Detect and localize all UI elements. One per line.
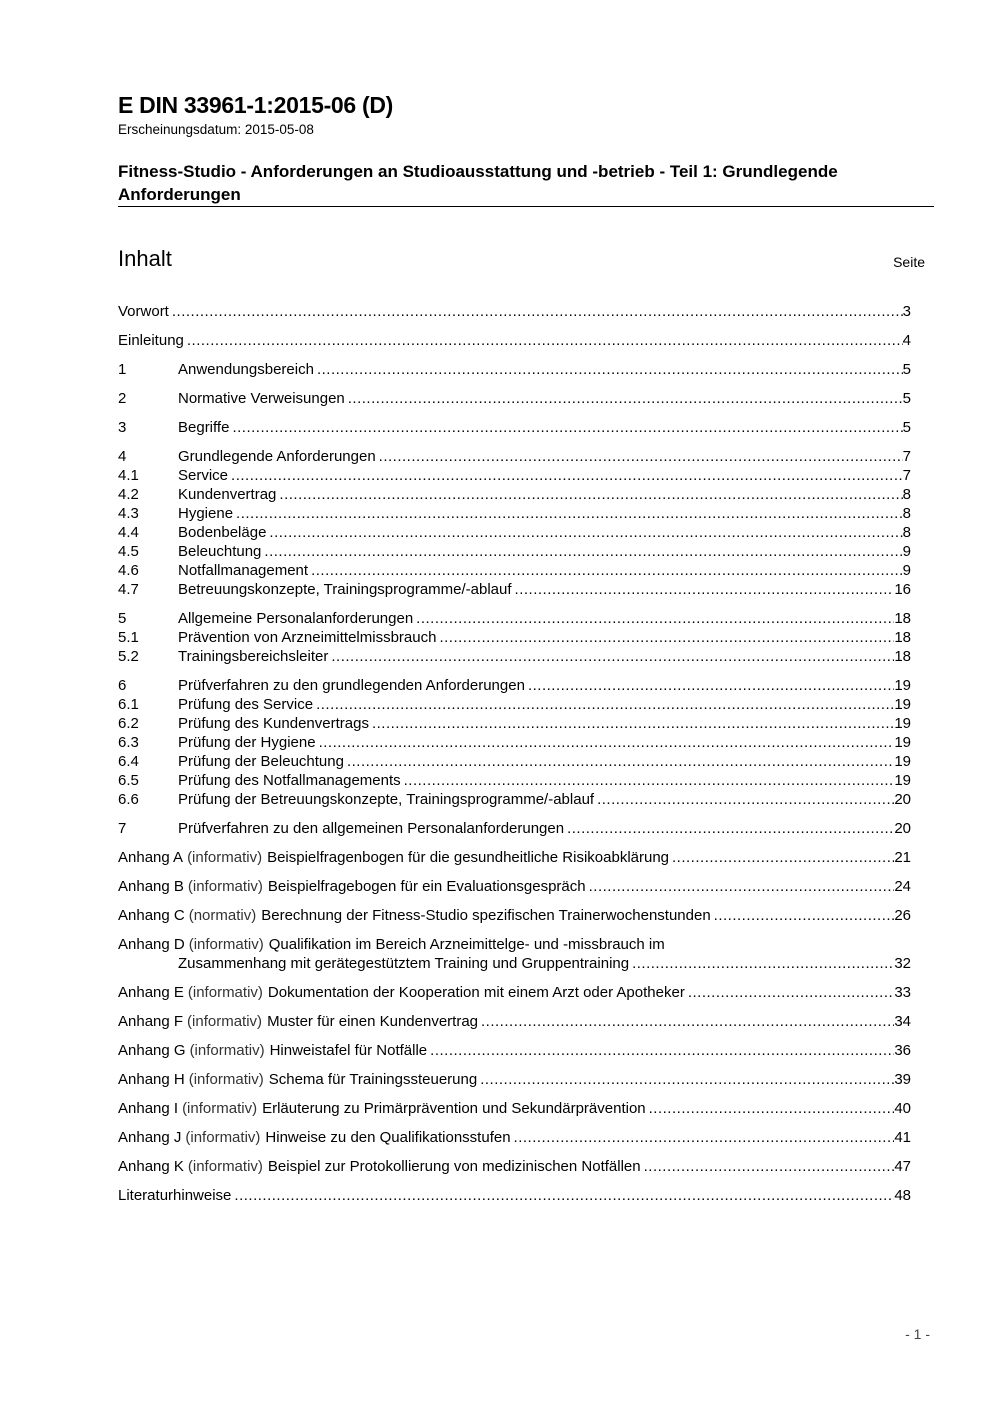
toc-entry[interactable]	[118, 580, 911, 599]
entry-page: 34	[894, 1013, 911, 1030]
entry-page: 18	[894, 648, 911, 665]
annex-label: Anhang J	[118, 1129, 182, 1146]
annex-type: (informativ)	[185, 1129, 261, 1146]
toc-entry[interactable]	[118, 561, 911, 580]
toc-entry[interactable]	[118, 733, 911, 752]
annex-entry[interactable]	[118, 1012, 911, 1031]
annex-entry[interactable]	[118, 935, 911, 973]
entry-title: Bodenbeläge	[178, 524, 267, 541]
entry-page: 24	[894, 878, 911, 895]
section-number: 5.1	[118, 629, 139, 646]
annex-title: Erläuterung zu Primärprävention und Sekundärprävention	[262, 1100, 646, 1117]
dot-leader	[372, 714, 894, 733]
toc-entry[interactable]	[118, 790, 911, 809]
entry-title: Normative Verweisungen	[178, 390, 345, 407]
section-number: 4.3	[118, 505, 139, 522]
toc-entry[interactable]	[118, 466, 911, 485]
toc-entry[interactable]	[118, 447, 911, 466]
annex-type: (informativ)	[189, 1042, 265, 1059]
annex-row	[118, 1099, 911, 1118]
dot-leader	[231, 466, 903, 485]
entry-title: Prüfung der Hygiene	[178, 734, 316, 751]
annex-row-continued	[118, 954, 911, 973]
dot-leader	[514, 1128, 895, 1147]
entry-title: Allgemeine Personalanforderungen	[178, 610, 414, 627]
annex-type: (informativ)	[188, 1071, 264, 1088]
annex-label: Anhang K	[118, 1158, 184, 1175]
section-number: 6.2	[118, 715, 139, 732]
entry-page: 16	[894, 581, 911, 598]
entry-page: 19	[894, 753, 911, 770]
annex-type: (informativ)	[187, 1158, 263, 1175]
entry-page: 19	[894, 715, 911, 732]
toc-heading: Inhalt	[118, 246, 172, 271]
annex-type: (informativ)	[182, 1100, 258, 1117]
entry-page: 19	[894, 696, 911, 713]
entry-page: 7	[902, 467, 911, 484]
annex-entry[interactable]	[118, 1099, 911, 1118]
entry-page: 4	[902, 332, 911, 349]
dot-leader	[481, 1012, 894, 1031]
toc-group	[118, 676, 911, 809]
entry-page: 40	[894, 1100, 911, 1117]
entry-title: Begriffe	[178, 419, 230, 436]
annex-row	[118, 1012, 911, 1031]
entry-title: Prüfverfahren zu den allgemeinen Personalanforderungen	[178, 820, 565, 837]
annex-title: Schema für Trainingssteuerung	[268, 1071, 478, 1088]
toc-group	[118, 447, 911, 599]
section-number: 4	[118, 448, 127, 465]
toc-entry[interactable]	[118, 771, 911, 790]
section-number: 5	[118, 610, 127, 627]
toc-entry[interactable]	[118, 628, 911, 647]
annex-type: (informativ)	[187, 878, 263, 895]
dot-leader	[688, 983, 895, 1002]
document-subtitle: Fitness-Studio - Anforderungen an Studioausstattung und -betrieb - Teil 1: Grundlegende Anforderungen	[118, 162, 838, 204]
dot-leader	[236, 504, 903, 523]
toc-entry[interactable]	[118, 542, 911, 561]
dot-leader	[439, 628, 894, 647]
entry-title: Prüfung der Betreuungskonzepte, Trainingsprogramme/-ablauf	[178, 791, 595, 808]
annex-type: (informativ)	[188, 936, 264, 953]
annex-label: Anhang D	[118, 936, 185, 953]
dot-leader	[416, 609, 894, 628]
entry-page: 19	[894, 677, 911, 694]
annex-title: Berechnung der Fitness-Studio spezifischen Trainerwochenstunden	[261, 907, 711, 924]
entry-page: 5	[902, 361, 911, 378]
toc-entry[interactable]	[118, 695, 911, 714]
section-number: 4.5	[118, 543, 139, 560]
entry-title: Service	[178, 467, 229, 484]
dot-leader	[347, 752, 894, 771]
annex-label: Anhang H	[118, 1071, 185, 1088]
entry-page: 32	[894, 955, 911, 972]
dot-leader	[316, 695, 894, 714]
annex-title: Dokumentation der Kooperation mit einem Arzt oder Apotheker	[267, 984, 685, 1001]
section-number: 6	[118, 677, 127, 694]
annex-entry[interactable]	[118, 1128, 911, 1147]
annex-label: Anhang E	[118, 984, 184, 1001]
toc-entry[interactable]	[118, 331, 911, 350]
entry-page: 9	[902, 562, 911, 579]
dot-leader	[279, 485, 902, 504]
toc-group	[118, 331, 911, 350]
section-number: 6.6	[118, 791, 139, 808]
annex-title: Beispiel zur Protokollierung von medizinischen Notfällen	[267, 1158, 641, 1175]
annex-row	[118, 1041, 911, 1060]
section-number: 6.4	[118, 753, 139, 770]
dot-leader	[430, 1041, 894, 1060]
entry-title: Prüfung des Kundenvertrags	[178, 715, 369, 732]
annex-type: (informativ)	[187, 984, 263, 1001]
toc-entry[interactable]	[118, 360, 911, 379]
annex-entry[interactable]	[118, 848, 911, 867]
annex-title: Hinweise zu den Qualifikationsstufen	[265, 1129, 511, 1146]
entry-page: 20	[894, 820, 911, 837]
annex-label: Anhang C	[118, 907, 185, 924]
dot-leader	[515, 580, 895, 599]
entry-page: 33	[894, 984, 911, 1001]
entry-title: Prüfung der Beleuchtung	[178, 753, 344, 770]
annex-row	[118, 935, 911, 954]
section-number: 4.2	[118, 486, 139, 503]
entry-page: 8	[902, 505, 911, 522]
toc-entry[interactable]	[118, 302, 911, 321]
entry-title: Prüfung des Notfallmanagements	[178, 772, 401, 789]
dot-leader	[317, 360, 903, 379]
dot-leader	[319, 733, 895, 752]
annex-row	[118, 906, 911, 925]
annex-row	[118, 1070, 911, 1089]
section-number: 6.3	[118, 734, 139, 751]
section-number: 6.1	[118, 696, 139, 713]
toc-entry[interactable]	[118, 609, 911, 628]
entry-title: Beleuchtung	[178, 543, 262, 560]
publication-date: Erscheinungsdatum: 2015-05-08	[118, 122, 314, 137]
entry-page: 9	[902, 543, 911, 560]
section-number: 4.6	[118, 562, 139, 579]
toc-entry[interactable]	[118, 647, 911, 666]
annex-label: Anhang I	[118, 1100, 179, 1117]
dot-leader	[404, 771, 895, 790]
entry-title: Betreuungskonzepte, Trainingsprogramme/-ablauf	[178, 581, 512, 598]
entry-page: 19	[894, 734, 911, 751]
entry-page: 41	[894, 1129, 911, 1146]
annex-entry[interactable]	[118, 983, 911, 1002]
annex-title: Muster für einen Kundenvertrag	[267, 1013, 479, 1030]
dot-leader	[597, 790, 894, 809]
entry-page: 5	[902, 419, 911, 436]
dot-leader	[269, 523, 902, 542]
entry-page: 48	[894, 1187, 911, 1204]
annex-title-continued: Zusammenhang mit gerätegestütztem Training und Gruppentraining	[178, 955, 630, 972]
entry-page: 36	[894, 1042, 911, 1059]
page-number: - 1 -	[905, 1326, 930, 1342]
header-divider	[118, 206, 934, 207]
annex-type: (normativ)	[188, 907, 257, 924]
section-number: 3	[118, 419, 127, 436]
section-number: 2	[118, 390, 127, 407]
annex-title: Beispielfragenbogen für die gesundheitliche Risikoabklärung	[267, 849, 670, 866]
dot-leader	[714, 906, 895, 925]
dot-leader	[172, 302, 903, 321]
entry-title: Prüfung des Service	[178, 696, 314, 713]
toc-entry[interactable]	[118, 504, 911, 523]
dot-leader	[644, 1157, 895, 1176]
annex-label: Anhang B	[118, 878, 184, 895]
annex-entry[interactable]	[118, 1070, 911, 1089]
dot-leader	[567, 819, 894, 838]
dot-leader	[649, 1099, 895, 1118]
annex-label: Anhang A	[118, 849, 184, 866]
toc-group	[118, 609, 911, 666]
entry-page: 19	[894, 772, 911, 789]
annex-title: Qualifikation im Bereich Arzneimittelge- und -missbrauch im	[268, 936, 665, 953]
dot-leader	[232, 418, 902, 437]
section-number: 4.7	[118, 581, 139, 598]
entry-title: Hygiene	[178, 505, 234, 522]
annex-entry[interactable]	[118, 906, 911, 925]
toc-group	[118, 389, 911, 408]
toc-entry[interactable]	[118, 418, 911, 437]
toc-group	[118, 819, 911, 838]
entry-title: Prävention von Arzneimittelmissbrauch	[178, 629, 437, 646]
section-number: 4.1	[118, 467, 139, 484]
section-number: 7	[118, 820, 127, 837]
entry-page: 18	[894, 610, 911, 627]
dot-leader	[311, 561, 903, 580]
dot-leader	[480, 1070, 894, 1089]
entry-page: 39	[894, 1071, 911, 1088]
entry-page: 21	[894, 849, 911, 866]
dot-leader	[348, 389, 903, 408]
dot-leader	[187, 331, 903, 350]
toc-entry	[118, 1186, 911, 1205]
entry-title: Notfallmanagement	[178, 562, 309, 579]
entry-title: Trainingsbereichsleiter	[178, 648, 329, 665]
annex-row	[118, 1128, 911, 1147]
dot-leader	[632, 954, 894, 973]
section-number: 5.2	[118, 648, 139, 665]
annex-type: (informativ)	[187, 849, 263, 866]
entry-page: 20	[894, 791, 911, 808]
annex-title: Beispielfragebogen für ein Evaluationsgespräch	[267, 878, 586, 895]
table-of-contents	[118, 302, 911, 1215]
toc-entry[interactable]	[118, 819, 911, 838]
toc-entry[interactable]	[118, 752, 911, 771]
toc-entry[interactable]	[118, 485, 911, 504]
annex-row	[118, 848, 911, 867]
entry-title: Literaturhinweise	[118, 1187, 232, 1204]
dot-leader	[672, 848, 894, 867]
annex-label: Anhang G	[118, 1042, 186, 1059]
annex-type: (informativ)	[187, 1013, 263, 1030]
annex-row	[118, 983, 911, 1002]
entry-page: 7	[902, 448, 911, 465]
toc-group	[118, 302, 911, 321]
dot-leader	[331, 647, 894, 666]
dot-leader	[264, 542, 902, 561]
entry-page: 8	[902, 524, 911, 541]
section-number: 1	[118, 361, 127, 378]
dot-leader	[234, 1186, 894, 1205]
annex-title: Hinweistafel für Notfälle	[269, 1042, 428, 1059]
dot-leader	[379, 447, 903, 466]
toc-entry[interactable]	[118, 676, 911, 695]
document-title: E DIN 33961-1:2015-06 (D)	[118, 92, 394, 118]
entry-page: 5	[902, 390, 911, 407]
entry-title: Anwendungsbereich	[178, 361, 314, 378]
entry-title: Prüfverfahren zu den grundlegenden Anforderungen	[178, 677, 525, 694]
page-column-label: Seite	[893, 254, 925, 270]
annex-label: Anhang F	[118, 1013, 184, 1030]
toc-entry[interactable]	[118, 389, 911, 408]
toc-group	[118, 360, 911, 379]
entry-page: 8	[902, 486, 911, 503]
bibliography-entry[interactable]	[118, 1186, 911, 1205]
entry-page: 18	[894, 629, 911, 646]
dot-leader	[589, 877, 895, 896]
annex-entry[interactable]	[118, 877, 911, 896]
toc-entry[interactable]	[118, 714, 911, 733]
dot-leader	[528, 676, 894, 695]
toc-entry[interactable]	[118, 523, 911, 542]
annex-entry[interactable]	[118, 1157, 911, 1176]
entry-title: Vorwort	[118, 303, 169, 320]
annex-row	[118, 877, 911, 896]
entry-title: Kundenvertrag	[178, 486, 277, 503]
entry-page: 3	[902, 303, 911, 320]
entry-page: 26	[894, 907, 911, 924]
entry-title: Grundlegende Anforderungen	[178, 448, 376, 465]
section-number: 4.4	[118, 524, 139, 541]
entry-title: Einleitung	[118, 332, 184, 349]
entry-page: 47	[894, 1158, 911, 1175]
section-number: 6.5	[118, 772, 139, 789]
toc-group	[118, 418, 911, 437]
annex-entry[interactable]	[118, 1041, 911, 1060]
annex-row	[118, 1157, 911, 1176]
